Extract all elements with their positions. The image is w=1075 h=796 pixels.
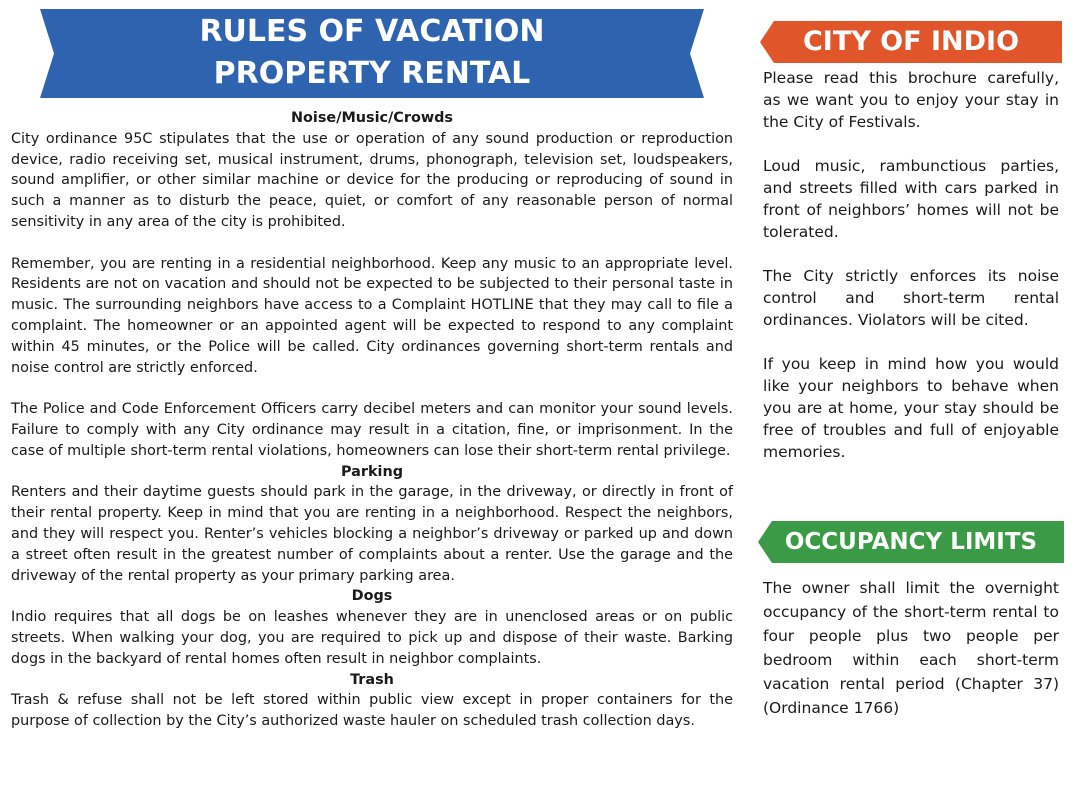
trash-paragraph: Trash & refuse shall not be left stored within public view except in proper containers for the purpose of collection by the City’s authorized waste hauler on scheduled trash collection days. bbox=[11, 692, 733, 730]
parking-paragraph: Renters and their daytime guests should park in the garage, in the driveway, or directly in front of their rental property. Keep in mind that you are renting in a neighborhood. Respect the neighbors, and they will respect you. Renter’s vehicles blocking a neighbor’s driveway or parked up and down a street often result in the greatest number of complaints about a renter. Use the garage and the driveway of the rental property as your primary parking area. bbox=[11, 484, 733, 584]
intro-paragraph-1: Please read this brochure carefully, as we want you to enjoy your stay in the City of Festivals. bbox=[763, 69, 1059, 131]
occupancy-limits-label: OCCUPANCY LIMITS bbox=[784, 529, 1038, 555]
intro-paragraph-2: Loud music, rambunctious parties, and streets filled with cars parked in front of neighbors’ homes will not be tolerated. bbox=[763, 157, 1059, 241]
dogs-heading: Dogs bbox=[351, 588, 393, 605]
trash-heading: Trash bbox=[350, 671, 394, 688]
rules-column bbox=[11, 108, 733, 732]
intro-paragraph-3: The City strictly enforces its noise control and short-term rental ordinances. Violators will be cited. bbox=[763, 267, 1059, 329]
city-of-indio-label: CITY OF INDIO bbox=[802, 26, 1020, 57]
noise-paragraph-3: The Police and Code Enforcement Officers carry decibel meters and can monitor your sound levels. Failure to comply with any City ordinance may result in a citation, fine, or imprisonment. In the case of multiple short-term rental violations, homeowners can lose their short-term rental privilege. bbox=[11, 401, 733, 459]
noise-heading: Noise/Music/Crowds bbox=[291, 110, 453, 126]
parking-heading: Parking bbox=[340, 463, 404, 480]
noise-paragraph-2: Remember, you are renting in a residential neighborhood. Keep any music to an appropriate level. Residents are not on vacation and should not be expected to be subjected to their personal taste in music. The surrounding neighbors have access to a Complaint HOTLINE that they may call to file a complaint. The homeowner or an appointed agent will be expected to respond to any complaint within 45 minutes, or the Police will be called. City ordinances governing short-term rentals and noise control are strictly enforced. bbox=[11, 255, 733, 376]
main-title-line1: RULES OF VACATION bbox=[199, 14, 545, 49]
city-of-indio-banner bbox=[760, 21, 1062, 63]
occupancy-column bbox=[763, 576, 1059, 720]
intro-paragraph-4: If you keep in mind how you would like your neighbors to behave when you are at home, your stay should be free of troubles and full of enjoyable memories. bbox=[763, 355, 1059, 461]
dogs-paragraph: Indio requires that all dogs be on leashes whenever they are in unenclosed areas or on public streets. When walking your dog, you are required to pick up and dispose of their waste. Barking dogs in the backyard of rental homes often result in neighbor complaints. bbox=[11, 609, 733, 667]
occupancy-limits-banner bbox=[758, 521, 1064, 563]
main-title-banner bbox=[40, 9, 704, 98]
intro-column bbox=[763, 67, 1059, 463]
main-title bbox=[40, 11, 704, 95]
main-title-line2: PROPERTY RENTAL bbox=[213, 56, 531, 91]
occupancy-paragraph: The owner shall limit the overnight occupancy of the short-term rental to four people plus two people per bedroom within each short-term vacation rental period (Chapter 37) (Ordinance 1766) bbox=[763, 579, 1059, 717]
noise-paragraph-1: City ordinance 95C stipulates that the use or operation of any sound production or reproduction device, radio receiving set, musical instrument, drums, phonograph, television set, loudspeakers, sound amplifier, or other similar machine or device for the producing or reproducing of sound in such a manner as to disturb the peace, quiet, or comfort of any reasonable person of normal sensitivity in any area of the city is prohibited. bbox=[11, 130, 733, 230]
